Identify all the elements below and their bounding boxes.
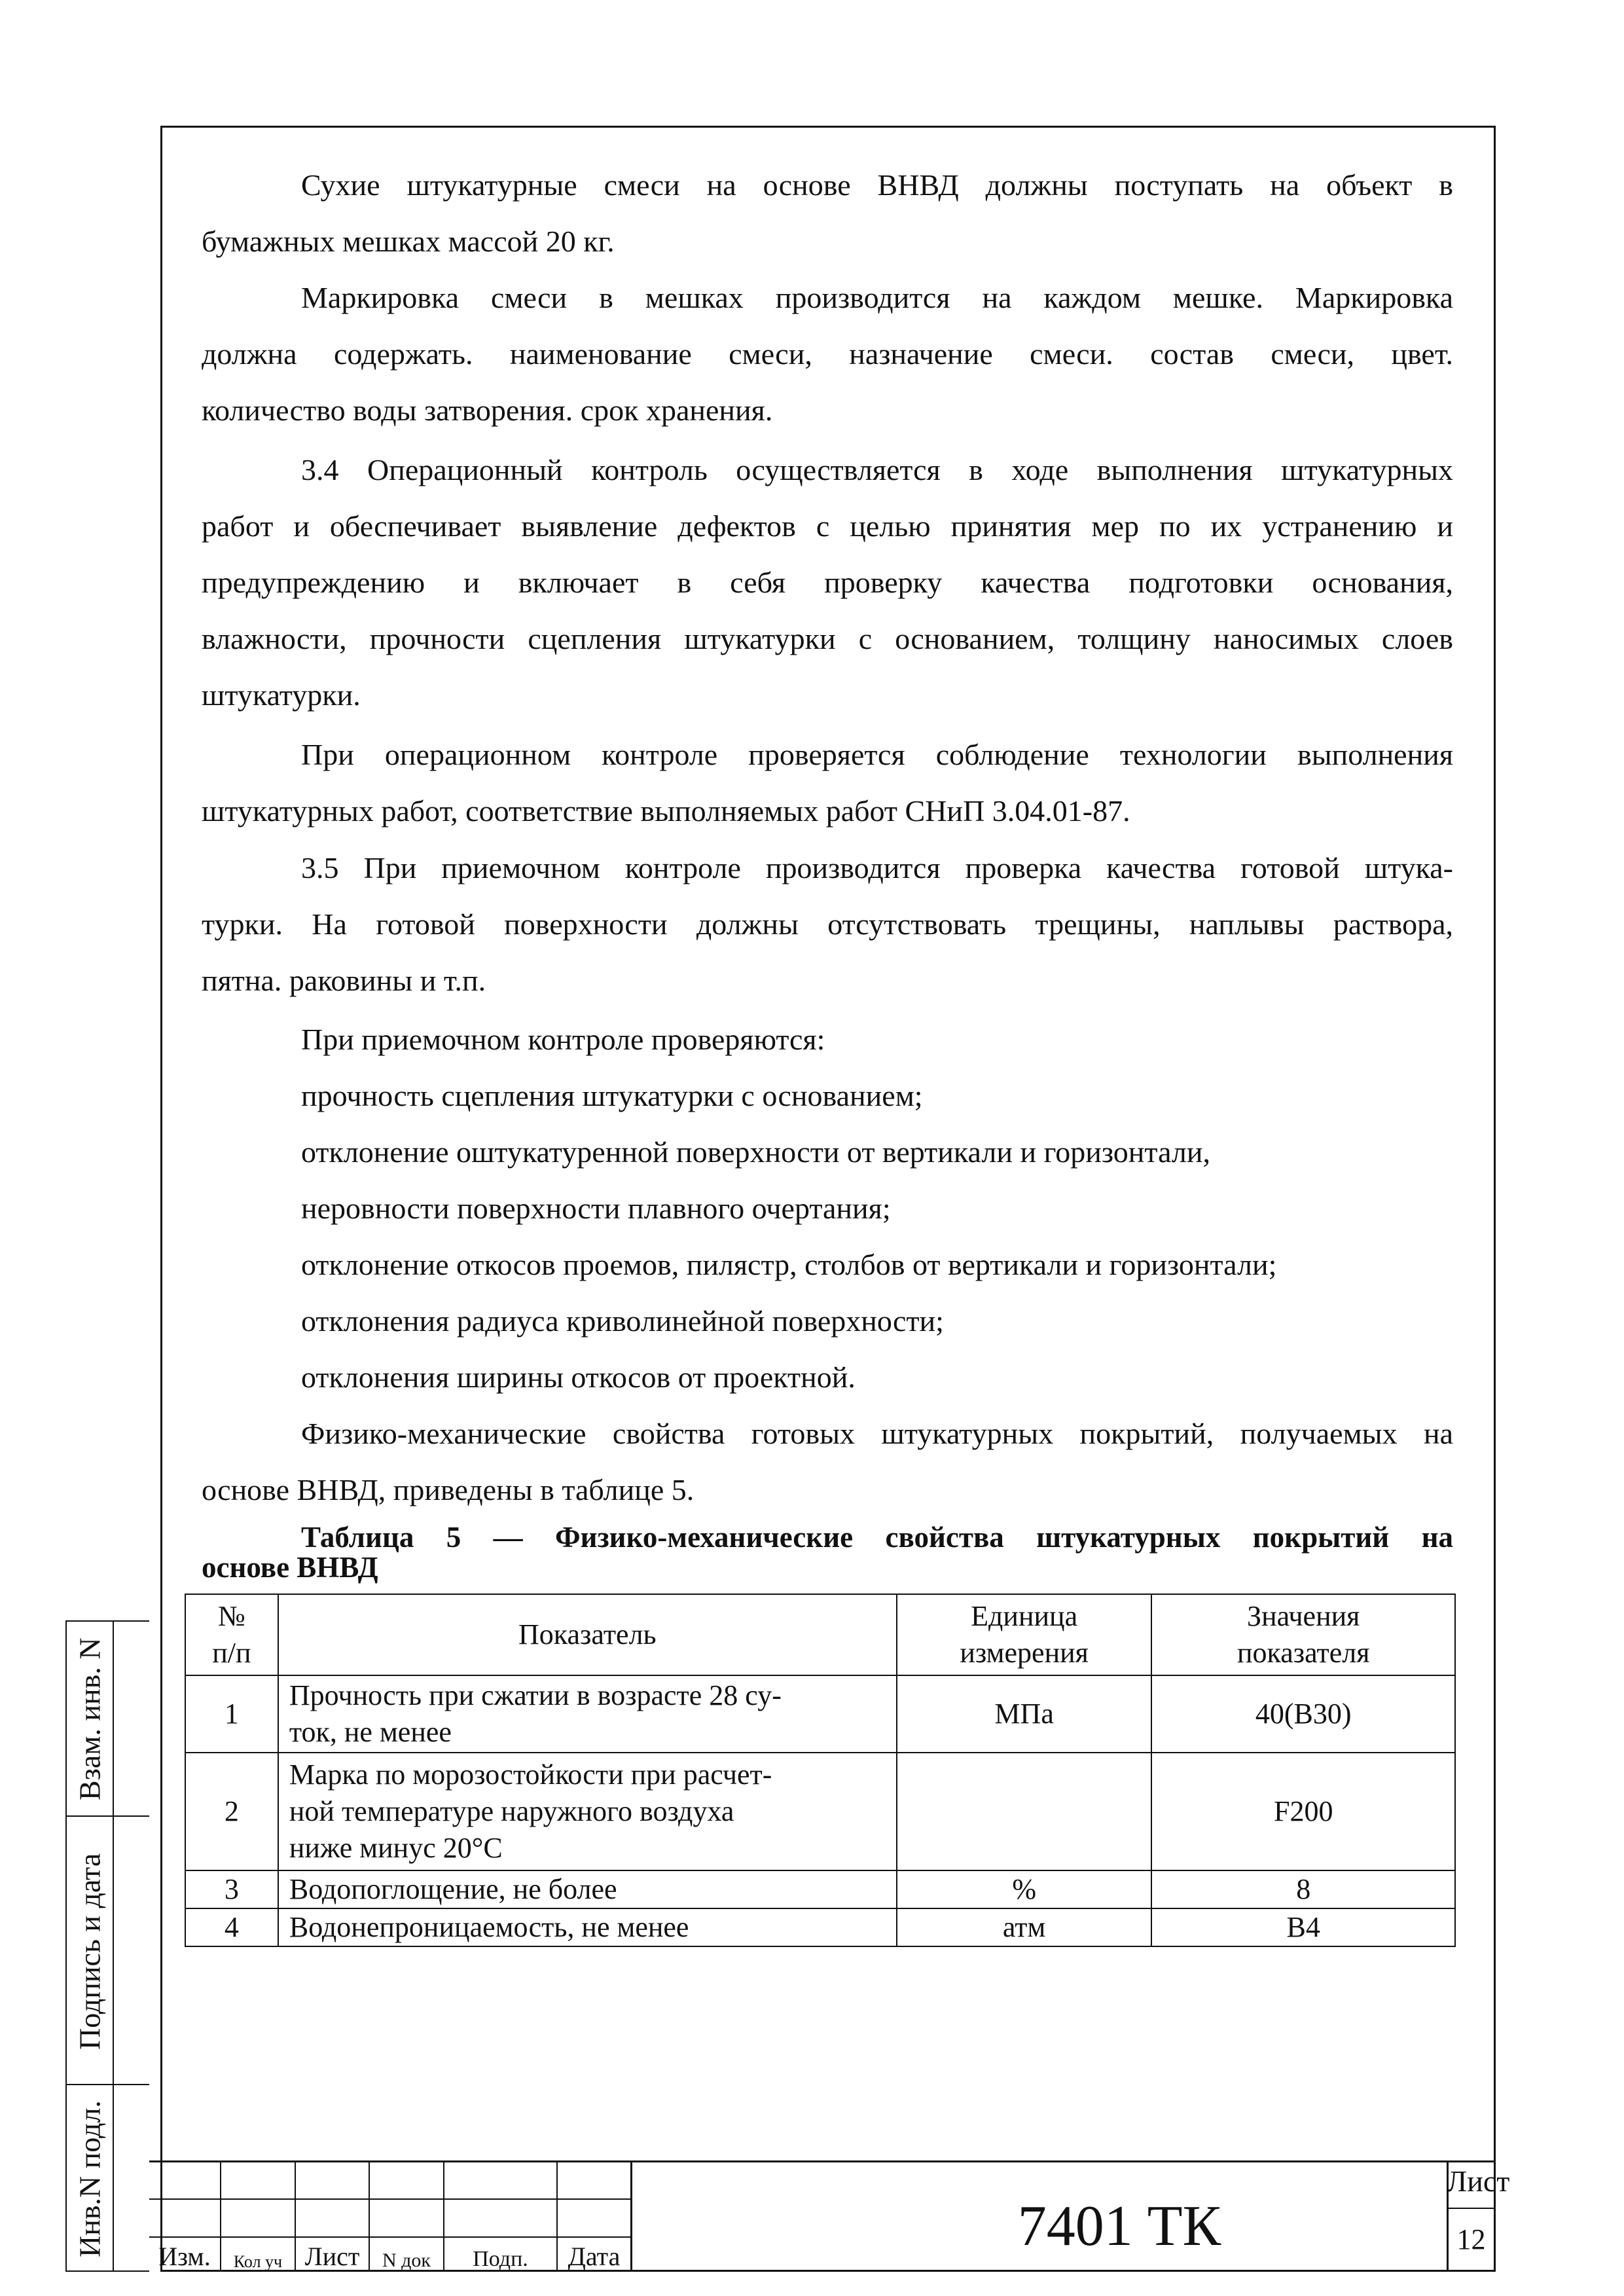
col-label-kol-uch: Кол уч xyxy=(233,2252,283,2271)
text-line: турки. На готовой поверхности должны отсутствовать трещины, наплывы раствора, xyxy=(202,907,1453,941)
table-caption-line: Таблица 5 — Физико-механические свойства штукатурных покрытий на xyxy=(301,1521,1453,1554)
col-label-n-dok: N док xyxy=(382,2250,431,2271)
cell-text: Марка по морозостойкости при расчет- xyxy=(289,1758,772,1791)
cell-num: 2 xyxy=(185,1753,278,1870)
text-line: отклонение откосов проемов, пилястр, столбов от вертикали и горизонтали; xyxy=(301,1248,1277,1281)
text-line: штукатурных работ, соответствие выполняемых работ СНиП 3.04.01-87. xyxy=(202,794,1130,828)
header-text: показателя xyxy=(1236,1637,1370,1669)
header-text: № xyxy=(217,1600,245,1632)
text-line: Физико-механические свойства готовых штукатурных покрытий, получаемых на xyxy=(301,1417,1453,1450)
cell-num: 3 xyxy=(185,1870,278,1908)
header-text: Значения xyxy=(1247,1600,1360,1632)
table-header-row xyxy=(185,1594,1455,1675)
text-line: Маркировка смеси в мешках производится на каждом мешке. Маркировка xyxy=(301,281,1453,314)
text-line: При операционном контроле проверяется соблюдение технологии выполнения xyxy=(301,738,1453,771)
title-block-line xyxy=(149,2160,1496,2162)
cell-text: Прочность при сжатии в возрасте 28 су- xyxy=(289,1679,782,1711)
cell-indicator xyxy=(278,1753,897,1870)
cell-num: 4 xyxy=(185,1908,278,1946)
title-block-line xyxy=(149,2198,630,2200)
inv-podl-label: Инв.N подл. xyxy=(73,2100,107,2257)
text-line: При приемочном контроле проверяются: xyxy=(301,1023,825,1056)
list-item-3 xyxy=(301,1180,1453,1237)
paragraph-6 xyxy=(301,1011,1453,1068)
cell-value: 8 xyxy=(1151,1870,1455,1908)
properties-table xyxy=(185,1594,1456,1947)
text-line: отклонение оштукатуренной поверхности от вертикали и горизонтали, xyxy=(301,1135,1210,1169)
text-line: Сухие штукатурные смеси на основе ВНВД должны поступать на объект в xyxy=(301,168,1453,202)
text-line: должна содержать. наименование смеси, назначение смеси. состав смеси, цвет. xyxy=(202,337,1453,371)
paragraph-2 xyxy=(202,270,1453,439)
col-label-izm: Изм. xyxy=(158,2242,211,2271)
cell-num: 1 xyxy=(185,1675,278,1753)
text-line: 3.4 Операционный контроль осуществляется в ходе выполнения штукатурных xyxy=(301,453,1453,486)
col-label-list: Лист xyxy=(304,2242,360,2271)
paragraph-1 xyxy=(202,157,1453,270)
list-item-4 xyxy=(301,1237,1453,1293)
col-label-podp: Подп. xyxy=(473,2247,528,2271)
list-item-1 xyxy=(301,1068,1453,1124)
text-line: предупреждению и включает в себя проверку качества подготовки основания, xyxy=(202,566,1453,599)
title-block-line xyxy=(630,2160,632,2272)
title-block-line xyxy=(1447,2208,1496,2209)
cell-unit: атм xyxy=(897,1908,1152,1946)
table-row xyxy=(185,1908,1455,1946)
sheet-number: 12 xyxy=(1456,2223,1486,2255)
header-text: Единица xyxy=(971,1600,1078,1632)
vzam-inv-label: Взам. инв. N xyxy=(73,1637,107,1800)
list-item-5 xyxy=(301,1293,1453,1349)
cell-unit xyxy=(897,1753,1152,1870)
cell-text: ток, не менее xyxy=(289,1716,452,1748)
table-caption xyxy=(202,1522,1453,1582)
text-line: неровности поверхности плавного очертания; xyxy=(301,1192,891,1225)
cell-value: В4 xyxy=(1151,1908,1455,1946)
header-unit xyxy=(897,1594,1152,1675)
text-line: отклонения ширины откосов от проектной. xyxy=(301,1360,856,1394)
cell-indicator xyxy=(278,1675,897,1753)
header-text: п/п xyxy=(212,1637,251,1669)
cell-indicator: Водопоглощение, не более xyxy=(278,1870,897,1908)
side-stamp-divider xyxy=(113,1620,114,2272)
text-line: количество воды затворения. срок хранения. xyxy=(202,393,773,427)
header-text: измерения xyxy=(960,1637,1089,1669)
cell-indicator: Водонепроницаемость, не менее xyxy=(278,1908,897,1946)
text-line: бумажных мешках массой 20 кг. xyxy=(202,225,615,258)
table-caption-line: основе ВНВД xyxy=(202,1551,378,1584)
list-item-6 xyxy=(301,1349,1453,1406)
text-line: 3.5 При приемочном контроле производится проверка качества готовой штука- xyxy=(301,851,1453,884)
table-row xyxy=(185,1675,1455,1753)
cell-unit: % xyxy=(897,1870,1152,1908)
cell-value: F200 xyxy=(1151,1753,1455,1870)
paragraph-4 xyxy=(202,727,1453,839)
table-row xyxy=(185,1870,1455,1908)
sheet-label: Лист xyxy=(1447,2164,1510,2198)
cell-text: ной температуре наружного воздуха xyxy=(289,1795,734,1827)
text-line: влажности, прочности сцепления штукатурки с основанием, толщину наносимых слоев xyxy=(202,622,1453,655)
document-code: 7401 ТК xyxy=(1017,2195,1221,2258)
cell-value: 40(В30) xyxy=(1151,1675,1455,1753)
text-line: штукатурки. xyxy=(202,678,361,712)
cell-text: ниже минус 20°С xyxy=(289,1832,503,1864)
text-line: основе ВНВД, приведены в таблице 5. xyxy=(202,1473,695,1506)
paragraph-3 xyxy=(202,442,1453,723)
paragraph-5 xyxy=(202,840,1453,1009)
list-item-2 xyxy=(301,1124,1453,1180)
text-line: отклонения радиуса криволинейной поверхности; xyxy=(301,1304,944,1338)
col-label-data: Дата xyxy=(568,2242,621,2271)
text-line: работ и обеспечивает выявление дефектов с целью принятия мер по их устранению и xyxy=(202,509,1453,543)
header-indicator: Показатель xyxy=(278,1594,897,1675)
cell-unit: МПа xyxy=(897,1675,1152,1753)
header-num xyxy=(185,1594,278,1675)
text-line: пятна. раковины и т.п. xyxy=(202,964,486,997)
podpis-data-label: Подпись и дата xyxy=(73,1853,107,2050)
text-line: прочность сцепления штукатурки с основанием; xyxy=(301,1079,923,1112)
paragraph-7 xyxy=(202,1406,1453,1518)
header-value xyxy=(1151,1594,1455,1675)
table-row xyxy=(185,1753,1455,1870)
